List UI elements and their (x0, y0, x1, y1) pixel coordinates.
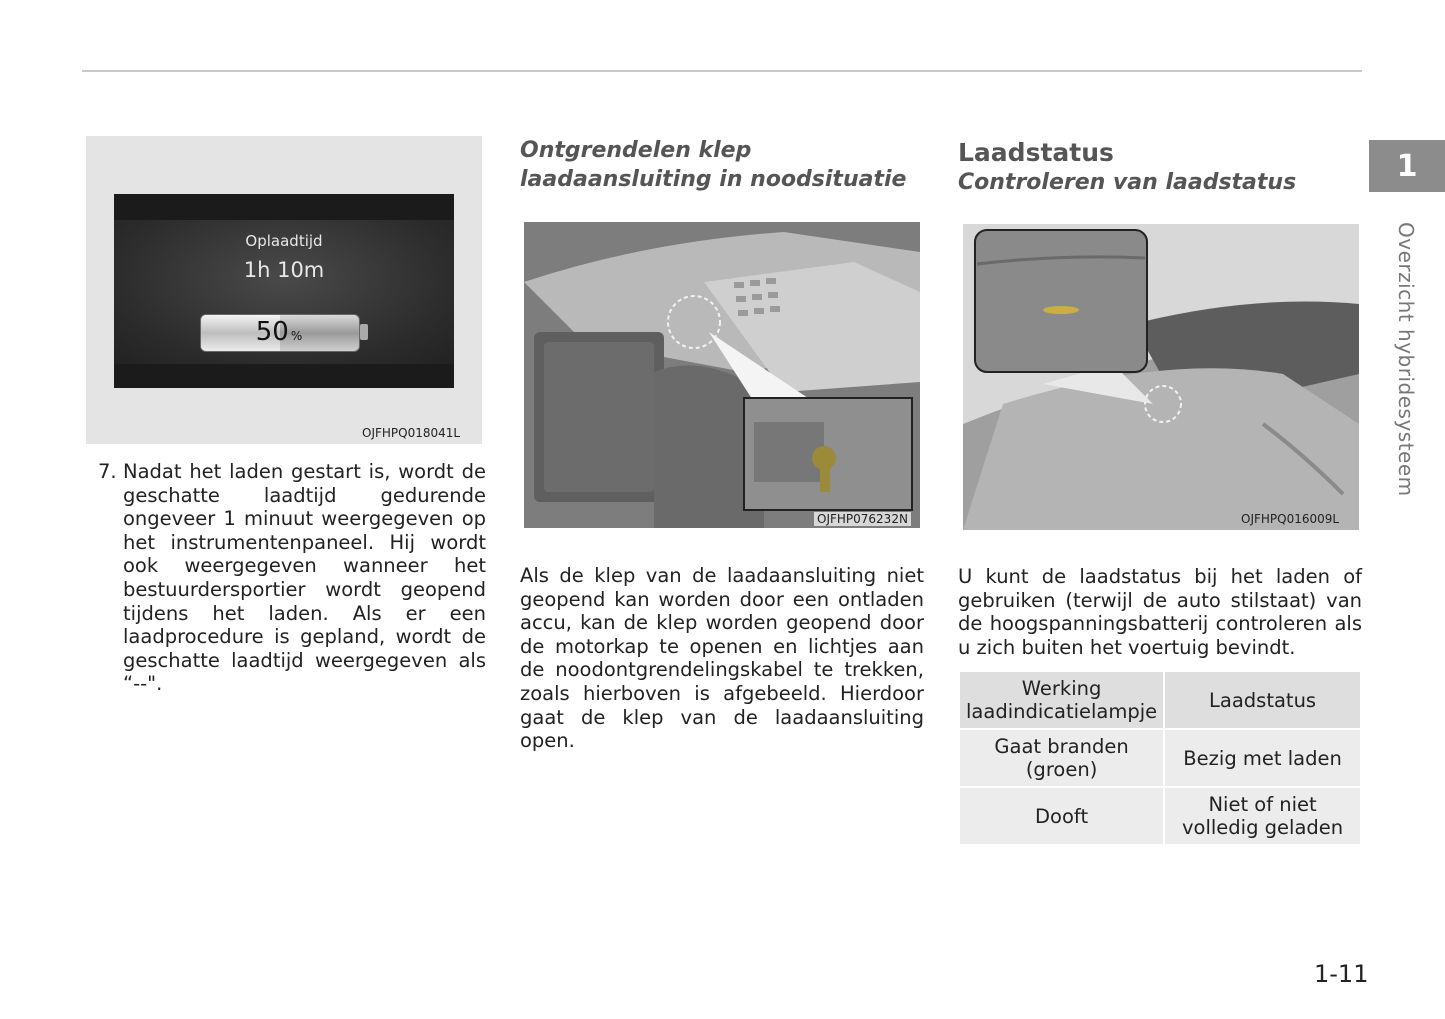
list-item-text: Nadat het laden gestart is, wordt de geschatte laadtijd gedurende ongeveer 1 minuut weergegeven op het instrumentenpaneel. Hij wordt ook weergegeven wanneer het bestuurdersportier wordt geopend tijdens het laden. Als er een laadprocedure is gepland, wordt de geschatte laadtijd weergegeven als “--". (123, 460, 486, 696)
section-heading-emergency-release: Ontgrendelen klep laadaansluiting in noodsituatie (520, 138, 907, 192)
instrument-cluster (114, 194, 454, 388)
page-number: 1-11 (1314, 960, 1369, 988)
figure-code: OJFHPQ018041L (362, 426, 461, 440)
top-rule (82, 70, 1362, 72)
section-body-charge-status: U kunt de laadstatus bij het laden of gebruiken (terwijl de auto stilstaat) van de hoogspanningsbatterij controleren als u zich buiten het voertuig bevindt. (958, 565, 1362, 659)
table-header-cell: Laadstatus (1165, 672, 1360, 728)
table-cell: Dooft (960, 788, 1163, 844)
figure-charge-indicator (963, 224, 1359, 530)
table-header-cell: Werking laadindicatielampje (960, 672, 1163, 728)
table-row (960, 788, 1360, 844)
figure-code: OJFHP076232N (814, 512, 911, 526)
charge-indicator-lamp (1043, 306, 1079, 314)
table-cell: Bezig met laden (1165, 730, 1360, 786)
charge-time-value: 1h 10m (243, 258, 325, 282)
section-heading-charge-status: Laadstatus (958, 138, 1114, 167)
list-item-7 (98, 460, 486, 696)
figure-charge-time-display (86, 136, 482, 444)
figure-code: OJFHPQ016009L (1241, 512, 1340, 526)
list-item-number: 7. (98, 460, 117, 483)
section-body-emergency-release: Als de klep van de laadaansluiting niet geopend kan worden door een ontladen accu, kan de klep worden geopend door de motorkap te openen en lichtjes aan de noodontgrendelingskabel te trekken, zoals hierboven is afgebeeld. Hierdoor gaat de klep van de laadaansluiting open. (520, 564, 924, 753)
car-hood-illustration (963, 224, 1359, 530)
battery-terminal (360, 324, 368, 340)
charge-status-table (958, 670, 1362, 846)
chapter-tab: 1 (1369, 140, 1445, 192)
table-cell: Gaat branden (groen) (960, 730, 1163, 786)
table-header-row (960, 672, 1360, 728)
subheading-check-charge-status: Controleren van laadstatus (958, 170, 1297, 195)
table-cell: Niet of niet volledig geladen (1165, 788, 1360, 844)
figure-engine-bay (524, 222, 920, 528)
table-row (960, 730, 1360, 786)
chapter-side-title: Overzicht hybridesysteem (1394, 222, 1418, 497)
engine-bay-illustration (524, 222, 920, 528)
charge-time-label: Oplaadtijd (245, 232, 323, 250)
battery-percent: 50 % (255, 317, 303, 347)
